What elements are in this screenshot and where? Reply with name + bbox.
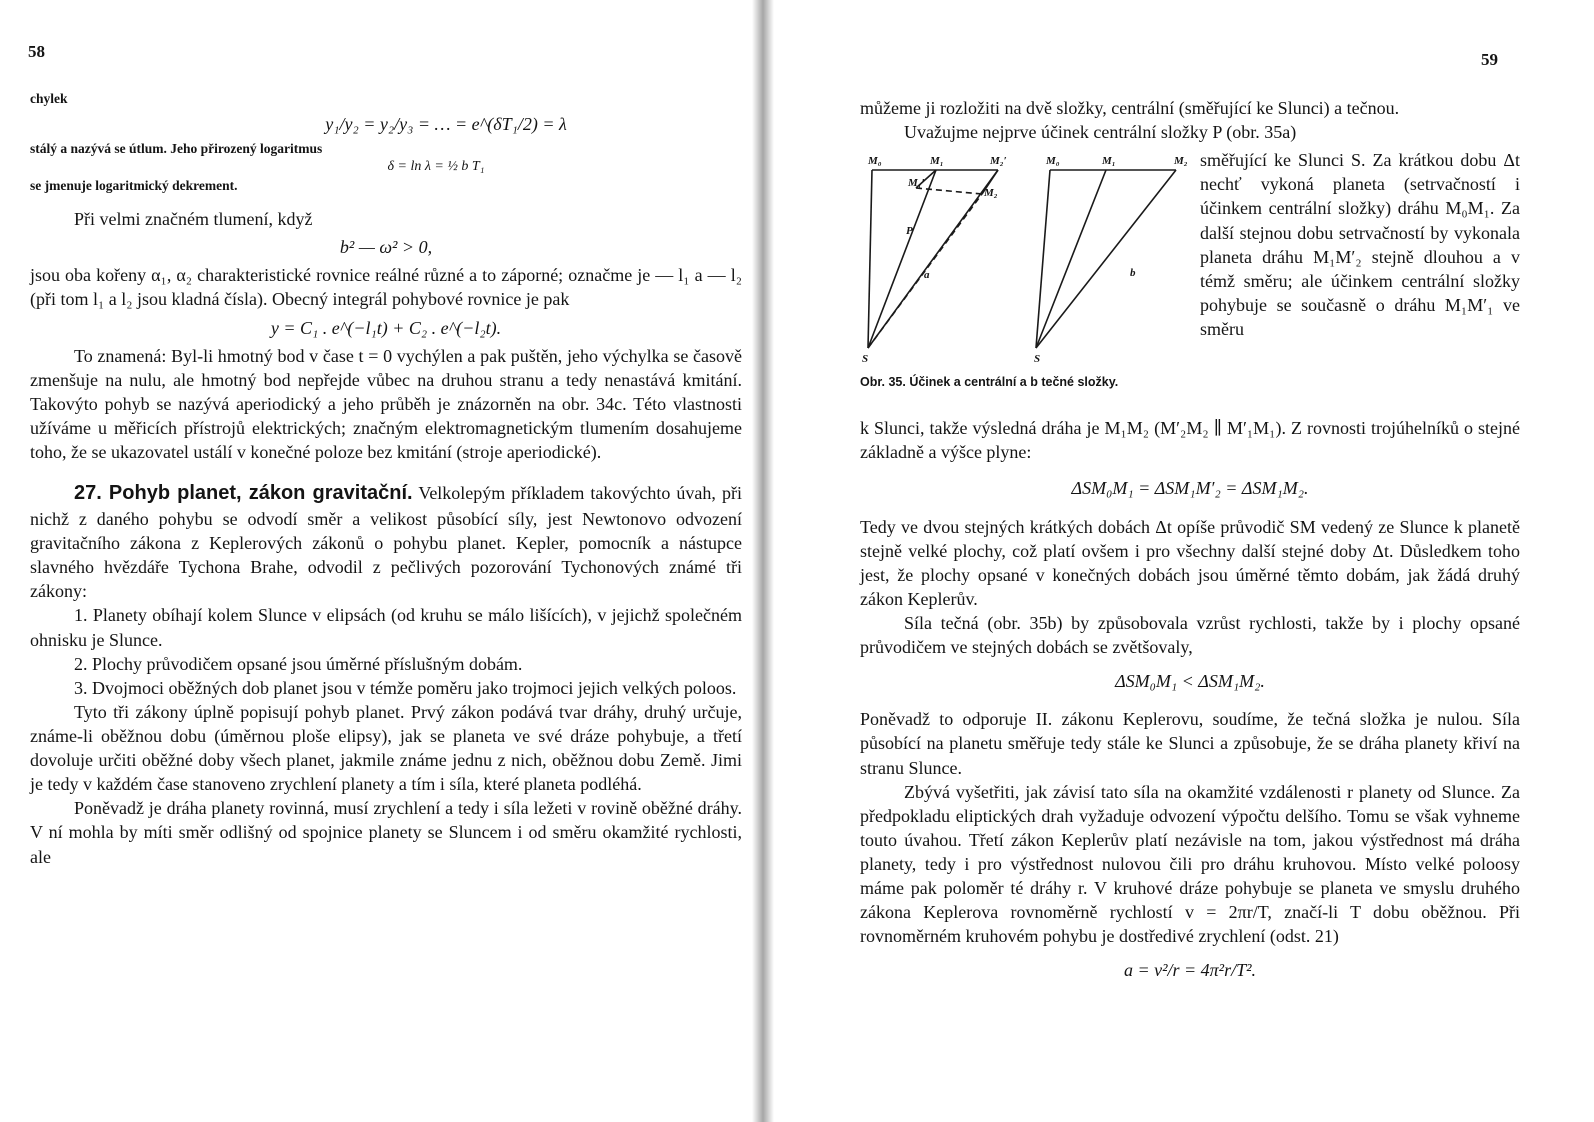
- paragraph-odporuje: Poněvadž to odporuje II. zákonu Keplerovu, soudíme, že tečná složka je nulou. Síla působící na planetu směřuje tedy stále ke Slunci a způsobuje, že se dráha planety křiví na stranu Slunce.: [860, 709, 1520, 778]
- label-m1-b: M₁: [1102, 155, 1116, 168]
- paragraph-centralni-body: směřující ke Slunci S. Za krátkou dobu Δt nechť vykoná planeta (setrvačností i účinkem centrální složky) dráhu M₀M₁. Za další stejnou dobu setrvačností by vykonala planeta dráhu M₁M′₂ stejně dlouhou a v témž směru; ale účinkem centrální složky pohybuje se současně o dráhu M₁M′₁ ve směru: [1200, 150, 1520, 339]
- label-m1: M₁: [930, 155, 944, 168]
- paragraph-plochy: Tedy ve dvou stejných krátkých dobách Δt opíše průvodič SM vedený ze Slunce k planetě stejně velké plochy, což platí ovšem i pro všechny další stejné doby Δt. Důsledkem toho jest, že plochy opsané v konečných dobách jsou úměrné těmto dobám, jak žádá druhý zákon Keplerův.: [860, 516, 1520, 609]
- label-s-a: S: [862, 353, 869, 366]
- text-utlum: stálý a nazývá se útlum. Jeho přirozený logaritmus: [30, 141, 323, 157]
- right-page: [760, 0, 1594, 1122]
- paragraph-slozky: můžeme ji rozložiti na dvě složky, centrální (směřující ke Slunci) a tečnou.: [860, 98, 1400, 118]
- section-intro: Velkolepým příkladem takovýchto úvah, při nichž z daného pohybu se odvodí směr a velikost působící síly, jest Newtonovo odvození gravitačního zákona z Keplerových zákonů o pohybu planet. Kepler, pomocník a nástupce slavného hvězdáře Tychona Brahe, odvodil z pečlivých pozorování Tychonových známé tři zákony:: [30, 483, 742, 602]
- list-item: 3. Dvojmoci oběžných dob planet jsou v témže poměru jako trojmoci jejich velkých poloos.: [74, 677, 737, 698]
- equation-inequality: ΔSM₀M₁ < ΔSM₁M₂.: [1115, 671, 1265, 692]
- equation-integral: y = C₁ . e^(−l₁t) + C₂ . e^(−l₂t).: [270, 317, 502, 338]
- paragraph-tlumeni: Při velmi značném tlumení, když: [74, 209, 313, 230]
- paragraph-aperiodicky: To znamená: Byl-li hmotný bod v čase t = 0 vychýlen a pak puštěn, jeho výchylka se časově zmenšuje na nulu, ale hmotný bod nepřejde vůbec na druhou stranu a tedy nenastává kmitání. Takovýto pohyb se nazývá aperiodický a jeho průběh je znázorněn na obr. 34c. Této vlastnosti užíváme u měřicích přístrojů elektrických; značným elektromagnetickým tlumením dosahujeme toho, že se ukazovatel ustálí v konečné poloze bez kmitání (stroje aperiodické).: [30, 345, 742, 463]
- equation-dekrement: δ = ln λ = ½ b T₁: [387, 159, 485, 175]
- label-m0-b: M₀: [1046, 155, 1060, 168]
- equation-acceleration: a = v²/r = 4π²r/T².: [1123, 960, 1256, 981]
- label-p: P: [906, 225, 913, 238]
- text-chylek: chylek: [30, 91, 68, 106]
- figure-35-diagram: [858, 148, 1193, 370]
- label-m2-b: M₂: [1174, 155, 1188, 168]
- label-b: b: [1130, 267, 1136, 280]
- kepler-laws-list: [30, 603, 742, 699]
- paragraph-centralni-intro: Uvažujme nejprve účinek centrální složky P (obr. 35a): [904, 122, 1297, 143]
- figure-35: [860, 148, 1520, 398]
- equation-condition: b² — ω² > 0,: [339, 237, 433, 258]
- page-number-right: 59: [1481, 50, 1498, 69]
- paragraph-zavislost: Zbývá vyšetřiti, jak závisí tato síla na okamžité vzdálenosti r planety od Slunce. Za předpokladu eliptických drah vyžaduje odvození výpočtu delšího. Tomu se však vyhneme touto úvahou. Třetí zákon Keplerův platí nezávisle na tom, jakou výstřednost má dráha planety, tedy i pro výstřednost nulovou čili pro dráhu kruhovou. Místo velké poloosy máme pak poloměr té dráhy r. V kruhové dráze pohybuje se planeta ve smyslu druhého zákona Keplerova rovnoměrně rychlostí v = 2πr/T, značí-li T dobu oběžnou. Při rovnoměrném kruhovém pohybu je dostředivé zrychlení (odst. 21): [860, 781, 1520, 947]
- equation-triangles: ΔSM₀M₁ = ΔSM₁M′₂ = ΔSM₁M₂.: [1071, 478, 1309, 499]
- paragraph-sila-tecna: Síla tečná (obr. 35b) by způsobovala vzrůst rychlosti, takže by i plochy opsané průvodičem ve stejných dobách se zvětšovaly,: [860, 612, 1520, 658]
- list-item: 2. Plochy průvodičem opsané jsou úměrné příslušným dobám.: [74, 653, 523, 674]
- equation-ratio: y₁/y₂ = y₂/y₃ = … = e^(δT₁/2) = λ: [325, 114, 567, 135]
- paragraph-vysledna-draha: k Slunci, takže výsledná dráha je M₁M₂ (M′₂M₂ ∥ M′₁M₁). Z rovnosti trojúhelníků o stejné základně a výšce plyne:: [860, 418, 1520, 463]
- paragraph-rovinna: Poněvadž je dráha planety rovinná, musí zrychlení a tedy i síla ležeti v rovině oběžné dráhy. V ní mohla by míti směr odlišný od spojnice planety se Sluncem i od směru okamžité rychlosti, ale: [30, 798, 742, 867]
- label-s-b: S: [1034, 353, 1041, 366]
- label-m2: M₂: [984, 187, 998, 200]
- list-item: 1. Planety obíhají kolem Slunce v elipsách (od kruhu se málo lišících), v jejichž společném ohnisku je Slunce.: [30, 605, 742, 650]
- label-m2-prime: M₂′: [990, 155, 1007, 168]
- page-number-left: 58: [28, 42, 45, 61]
- left-page: [0, 0, 760, 1122]
- label-a: a: [924, 269, 930, 282]
- label-m1-prime: M₁′: [908, 177, 925, 190]
- label-m0: M₀: [868, 155, 882, 168]
- paragraph-zakony: Tyto tři zákony úplně popisují pohyb planet. Prvý zákon podává tvar dráhy, druhý určuje, známe-li oběžnou dobu (úměrnou ploše elipsy), jak se planeta ve své dráze pohybuje, a třetí dovoluje určiti oběžné doby všech planet, jakmile známe jednu z nich, oběžnou dobu Země. Jimi je tedy v každém čase stanoveno zrychlení planety a tím i síla, které planeta podléhá.: [30, 701, 742, 795]
- section-heading: 27. Pohyb planet, zákon gravitační.: [74, 482, 413, 505]
- figure-caption: Obr. 35. Účinek a centrální a b tečné složky.: [860, 375, 1119, 390]
- paragraph-koreny: jsou oba kořeny α₁, α₂ charakteristické rovnice reálné různé a to záporné; označme je — l₁ a — l₂ (při tom l₁ a l₂ jsou kladná čísla). Obecný integrál pohybové rovnice je pak: [30, 265, 742, 310]
- text-dekrement: se jmenuje logaritmický dekrement.: [30, 178, 238, 194]
